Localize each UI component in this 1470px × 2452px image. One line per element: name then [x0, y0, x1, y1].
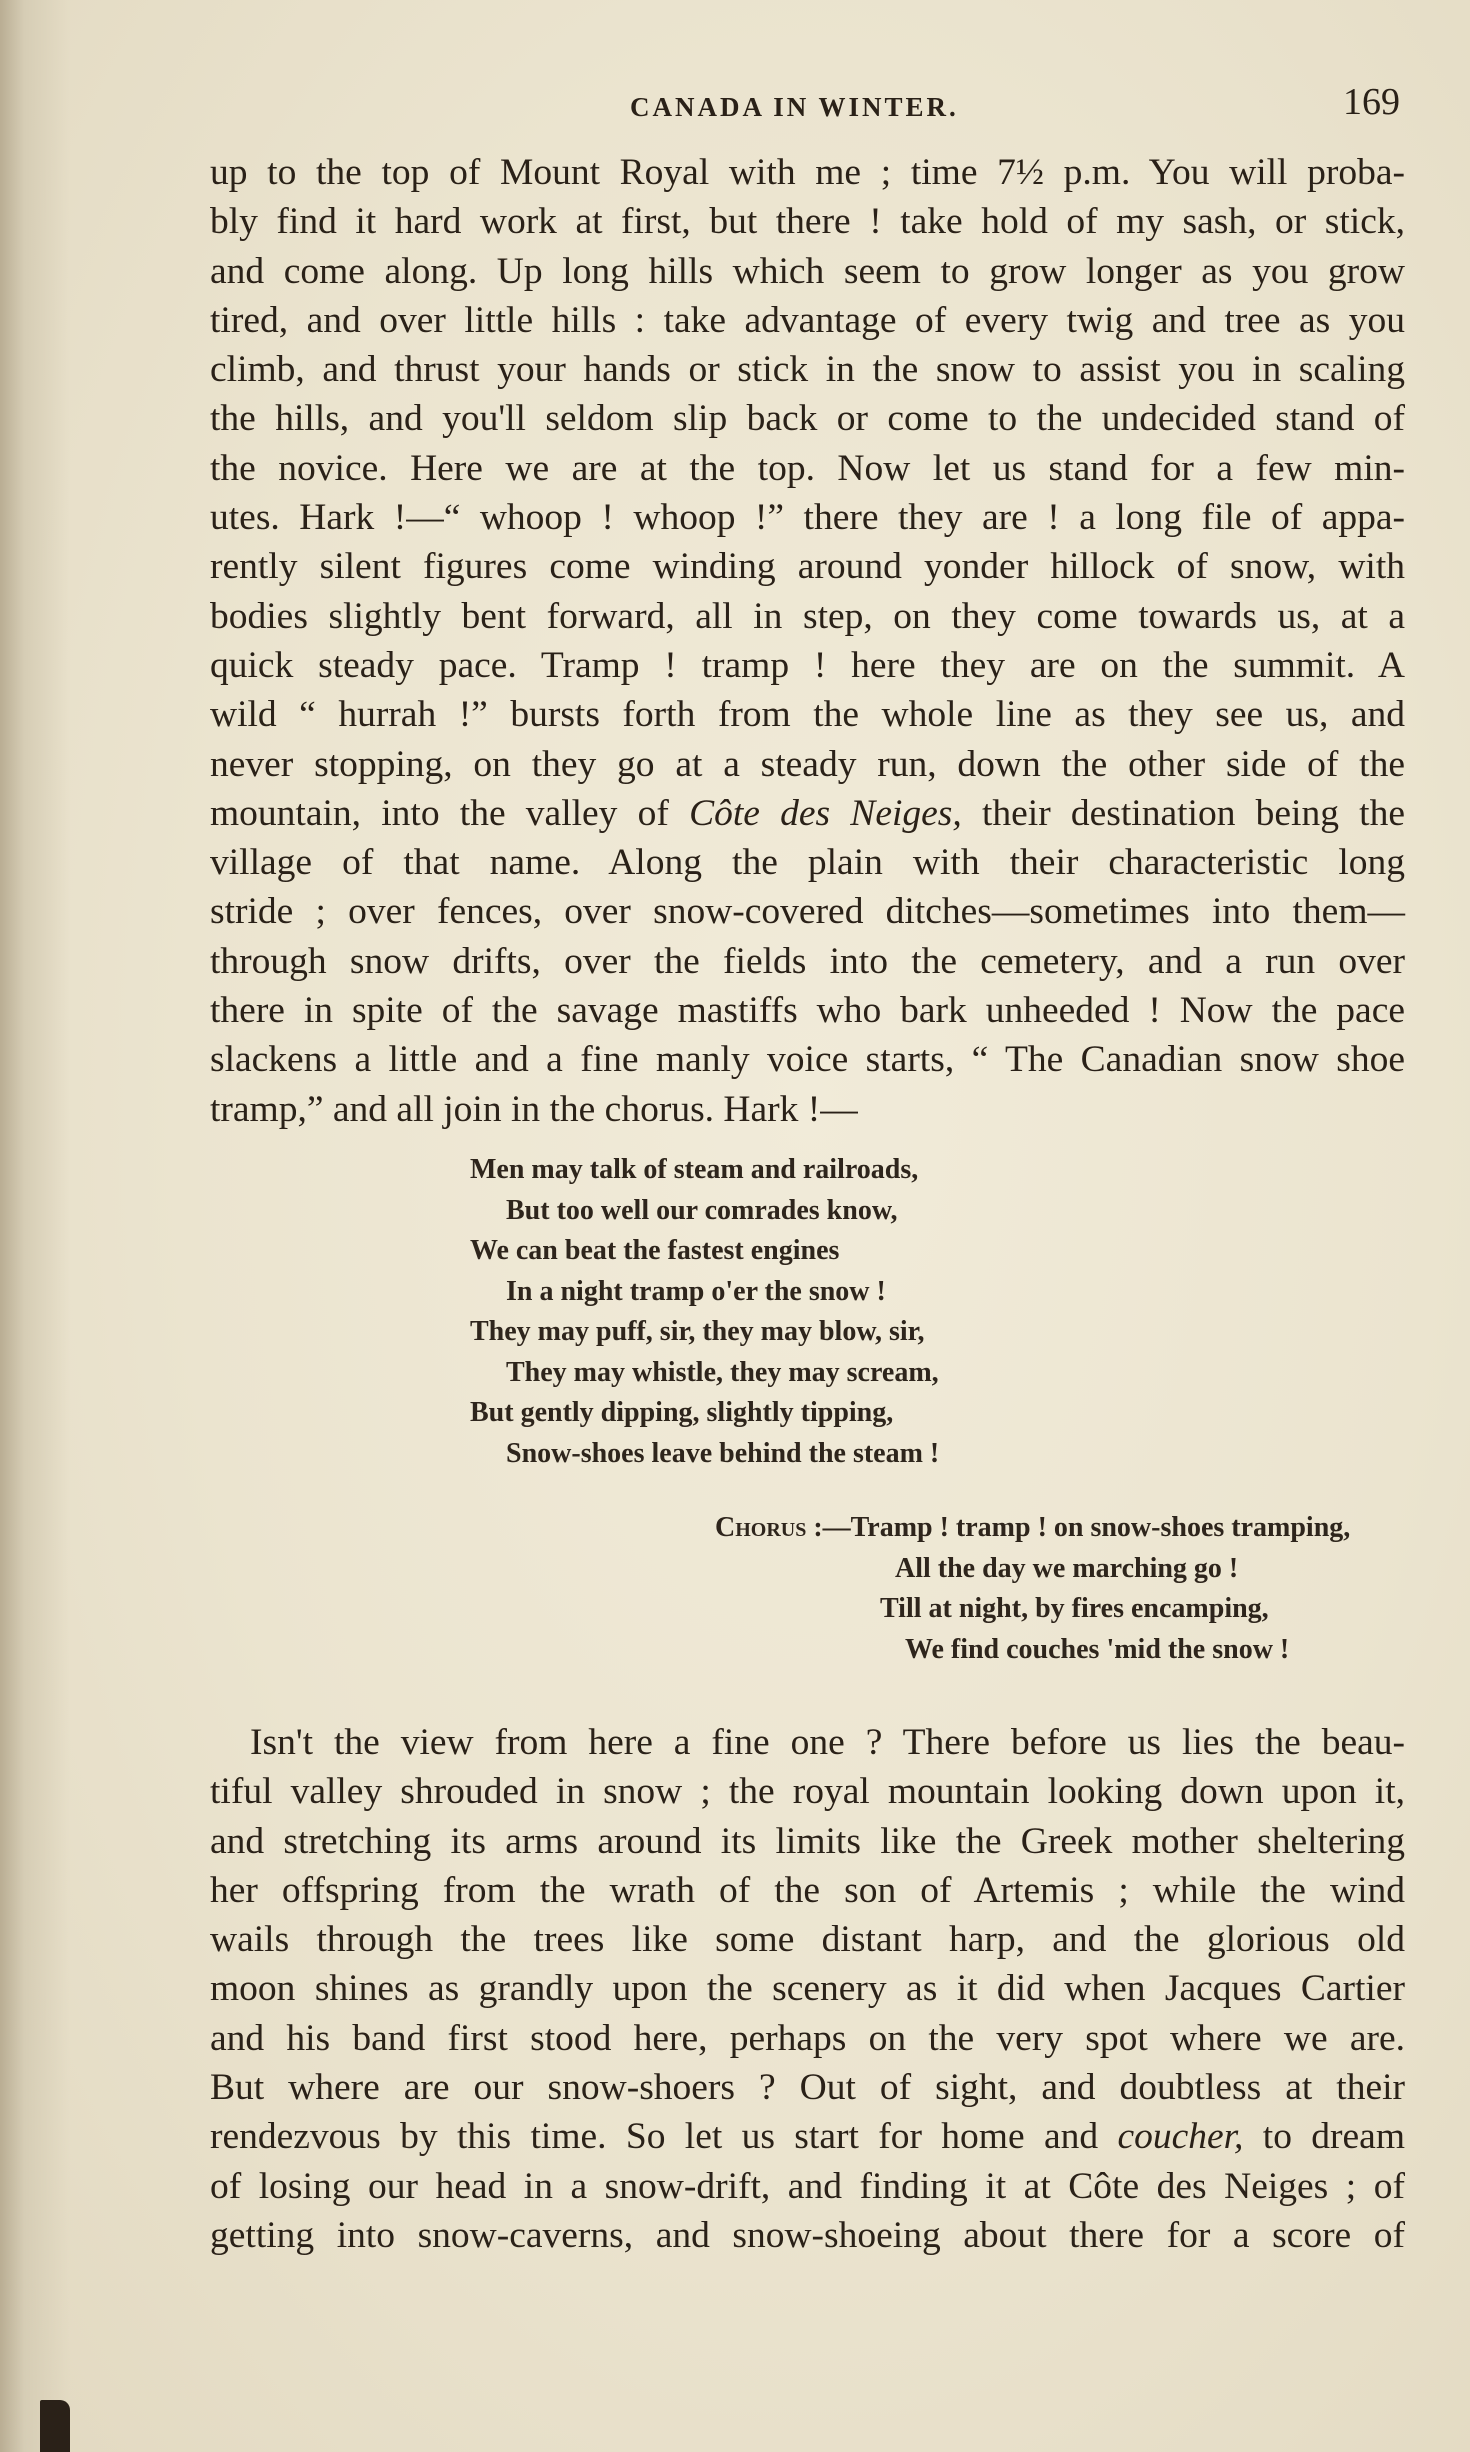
text-line: wails through the trees like some distant harp, and the glorious old [210, 1919, 1405, 1961]
italic-phrase: coucher, [1117, 2116, 1244, 2158]
text-line: the hills, and you'll seldom slip back or come to the undecided stand of [210, 398, 1405, 440]
corner-ink-mark [40, 2400, 70, 2452]
text-line: of losing our head in a snow-drift, and finding it at Côte des Neiges ; of [210, 2165, 1405, 2207]
text-line: climb, and thrust your hands or stick in the snow to assist you in scaling [210, 349, 1405, 391]
running-head [210, 81, 1400, 134]
text-line: moon shines as grandly upon the scenery as it did when Jacques Cartier [210, 1968, 1405, 2010]
text-line: stride ; over fences, over snow-covered ditches—sometimes into them— [210, 891, 1405, 933]
text-line: But where are our snow-shoers ? Out of sight, and doubtless at their [210, 2067, 1405, 2109]
text-line: bodies slightly bent forward, all in step, on they come towards us, at a [210, 595, 1405, 637]
text-line: and his band first stood here, perhaps on the very spot where we are. [210, 2017, 1405, 2059]
chorus-line: All the day we marching go ! [895, 1552, 1239, 1584]
poem-line: But gently dipping, slightly tipping, [470, 1397, 894, 1428]
poem-line: Men may talk of steam and railroads, [470, 1154, 919, 1185]
chorus-line: —Tramp ! tramp ! on snow-shoes tramping, [822, 1512, 1351, 1543]
text-line: Isn't the view from here a fine one ? There before us lies the beau- [250, 1722, 1405, 1763]
poem-line: We can beat the fastest engines [470, 1235, 840, 1266]
text-line: the novice. Here we are at the top. Now let us stand for a few min- [210, 447, 1405, 489]
paragraph-2 [210, 1718, 1405, 2260]
text-line: through snow drifts, over the fields into the cemetery, and a run over [210, 940, 1405, 982]
binding-gutter-shadow [0, 0, 70, 2452]
chorus-line: We find couches 'mid the snow ! [905, 1633, 1290, 1665]
text-line: slackens a little and a fine manly voice starts, “ The Canadian snow shoe [210, 1039, 1405, 1081]
text-line: quick steady pace. Tramp ! tramp ! here they are on the summit. A [210, 644, 1405, 686]
running-title: CANADA IN WINTER. [630, 92, 959, 122]
text-line: tramp,” and all join in the chorus. Hark !— [210, 1088, 858, 1130]
text-line: utes. Hark !—“ whoop ! whoop !” there they are ! a long file of appa- [210, 497, 1405, 539]
text-line: wild “ hurrah !” bursts forth from the whole line as they see us, and [210, 694, 1405, 736]
text-line: and stretching its arms around its limits like the Greek mother sheltering [210, 1820, 1405, 1862]
page-number: 169 [1343, 81, 1400, 123]
poem-line: But too well our comrades know, [506, 1194, 898, 1226]
text-line: getting into snow-caverns, and snow-shoeing about there for a score of [210, 2214, 1405, 2256]
poem-line: In a night tramp o'er the snow ! [506, 1275, 886, 1307]
text-line: rendezvous by this time. So let us start for home and coucher, to dream [210, 2116, 1405, 2158]
text-line: her offspring from the wrath of the son of Artemis ; while the wind [210, 1869, 1405, 1911]
text-line: and come along. Up long hills which seem to grow longer as you grow [210, 250, 1405, 292]
text-line: never stopping, on they go at a steady run, down the other side of the [210, 743, 1405, 785]
text-line: tiful valley shrouded in snow ; the royal mountain looking down upon it, [210, 1771, 1405, 1813]
text-line: bly find it hard work at first, but there ! take hold of my sash, or stick, [210, 201, 1405, 243]
chorus-stanza [715, 1508, 1415, 1670]
poem-line: They may puff, sir, they may blow, sir, [470, 1316, 925, 1347]
text-line: rently silent figures come winding around yonder hillock of snow, with [210, 546, 1405, 588]
paragraph-1 [210, 148, 1405, 1134]
chorus-label: Chorus : [715, 1512, 823, 1543]
text-line: mountain, into the valley of Côte des Neiges, their destination being the [210, 792, 1405, 834]
chorus-first-line [715, 1508, 1415, 1549]
text-line: up to the top of Mount Royal with me ; time 7½ p.m. You will proba- [210, 152, 1405, 193]
poem-line: Snow-shoes leave behind the steam ! [506, 1437, 940, 1469]
text-line: tired, and over little hills : take advantage of every twig and tree as you [210, 299, 1405, 341]
text-line: there in spite of the savage mastiffs who bark unheeded ! Now the pace [210, 990, 1405, 1032]
text-line: village of that name. Along the plain with their characteristic long [210, 842, 1405, 884]
poem-line: They may whistle, they may scream, [506, 1356, 939, 1388]
italic-phrase: Côte des Neiges, [689, 792, 962, 834]
poem-stanza [470, 1150, 1330, 1474]
chorus-line: Till at night, by fires encamping, [880, 1593, 1269, 1624]
